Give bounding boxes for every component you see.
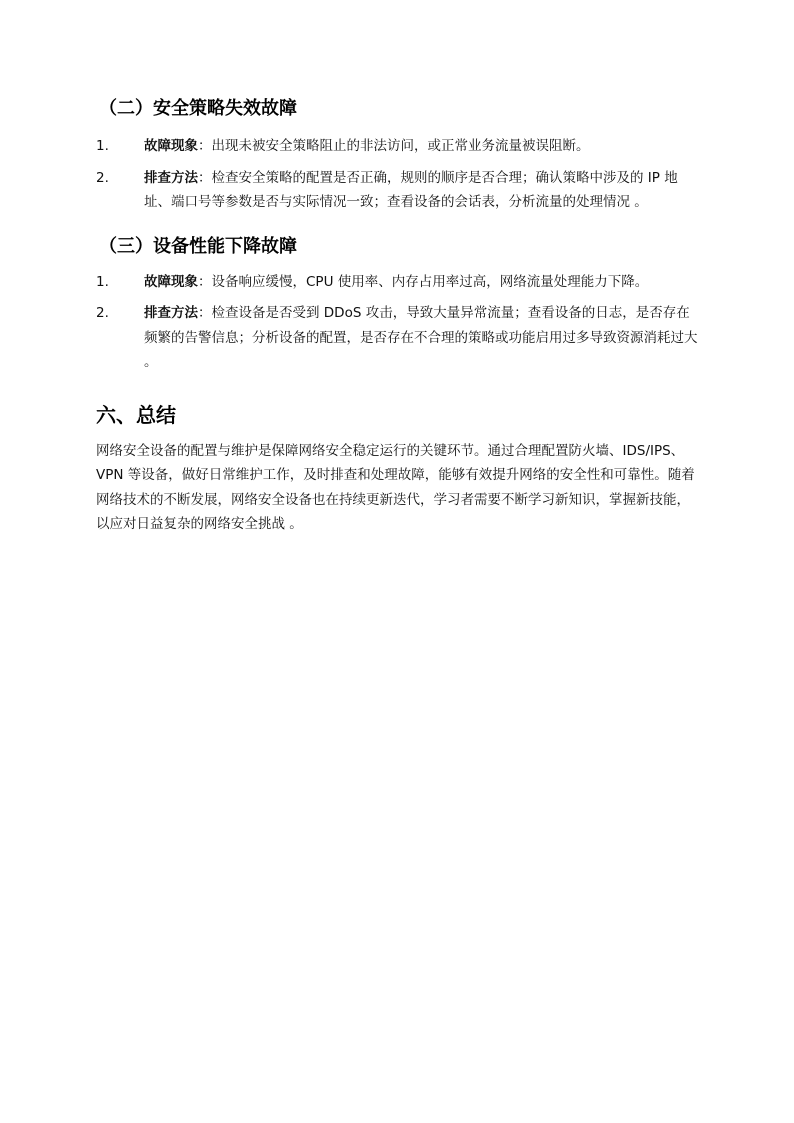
list-text: 出现未被安全策略阻止的非法访问，或正常业务流量被误阻断。 (211, 138, 590, 154)
list-term: 故障现象 (144, 138, 198, 154)
list-text: 检查安全策略的配置是否正确，规则的顺序是否合理；确认策略中涉及的 IP 地址、端口号等参数是否与实际情况一致；查看设备的会话表，分析流量的处理情况 。 (144, 169, 678, 210)
summary-heading: 六、总结 (96, 402, 176, 427)
list-item (96, 134, 699, 159)
list-text: 检查设备是否受到 DDoS 攻击，导致大量异常流量；查看设备的日志，是否存在频繁的告警信息；分析设备的配置，是否存在不合理的策略或功能启用过多导致资源消耗过大 。 (144, 305, 698, 370)
list-term: 排查方法 (144, 169, 198, 186)
performance-degradation-list (96, 270, 699, 375)
list-number: 2. (96, 169, 109, 186)
list-number: 2. (96, 305, 109, 321)
list-term: 排查方法 (144, 305, 198, 321)
list-separator: ： (198, 305, 212, 321)
section-heading-performance-degradation: （三）设备性能下降故障 (99, 235, 297, 257)
list-separator: ： (198, 138, 212, 154)
section-heading-policy-failure: （二）安全策略失效故障 (99, 98, 297, 119)
summary-paragraph: 网络安全设备的配置与维护是保障网络安全稳定运行的关键环节。通过合理配置防火墙、IDS/IPS、VPN 等设备，做好日常维护工作，及时排查和处理故障，能够有效提升网络的安全性和可靠性。随着网络技术的不断发展，网络安全设备也在持续更新迭代，学习者需要不断学习新知识，掌握新技能，以应对日益复杂的网络安全挑战 。 (96, 442, 695, 532)
policy-failure-list (96, 134, 699, 215)
list-item (96, 301, 699, 375)
list-item (96, 270, 699, 295)
list-item (96, 166, 699, 215)
list-number: 1. (96, 273, 109, 290)
list-separator: ： (198, 169, 212, 186)
list-term: 故障现象 (144, 273, 198, 290)
list-separator: ： (198, 273, 212, 290)
list-text: 设备响应缓慢，CPU 使用率、内存占用率过高，网络流量处理能力下降。 (211, 273, 649, 290)
list-number: 1. (96, 138, 109, 154)
